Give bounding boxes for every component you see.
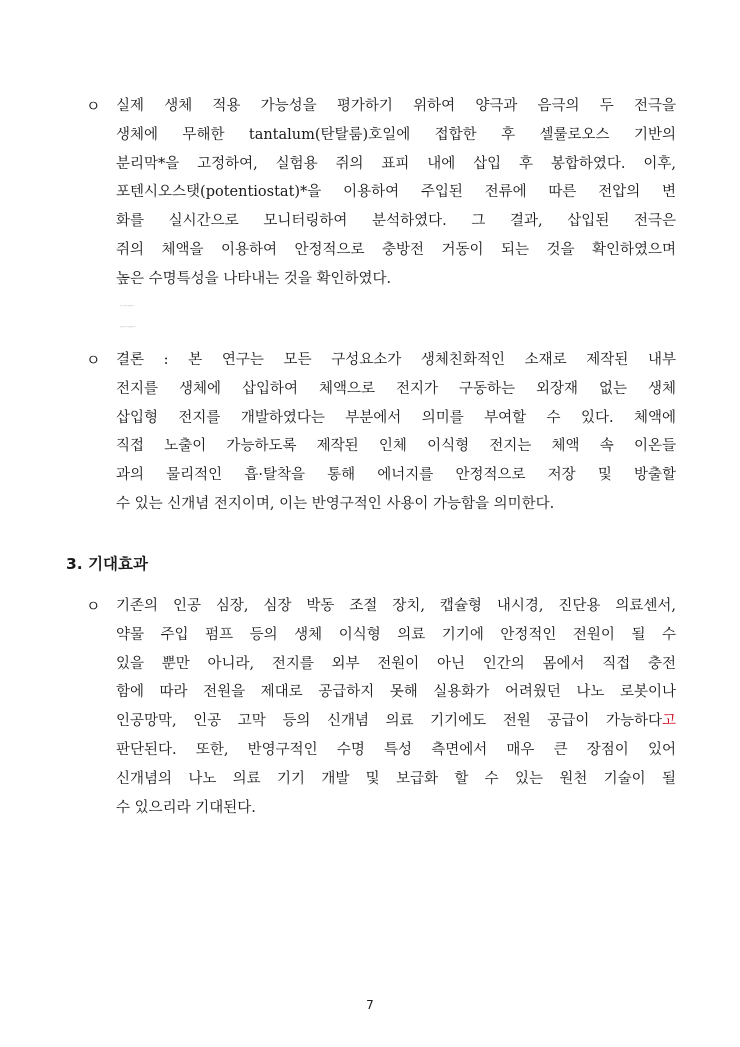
text-line: 과의 물리적인 흡·탈착을 통해 에너지를 안정적으로 저장 및 방출할: [116, 467, 676, 484]
section-heading: 3. 기대효과: [66, 555, 148, 573]
bullet-marker: ㅇ: [86, 351, 101, 369]
footnote-separator: [86, 296, 676, 317]
text-line: 직접 노출이 가능하도록 제작된 인체 이식형 전지는 체액 속 이온들: [116, 438, 676, 455]
text-segment: 인공망막, 인공 고막 등의 신개념 의료 기기에도 전원 공급이 가능하다: [116, 713, 662, 730]
text-line-with-red: [116, 707, 676, 736]
text-line: 높은 수명특성을 나타내는 것을 확인하였다.: [116, 270, 392, 287]
text-line: 수 있으리라 기대된다.: [116, 799, 256, 816]
text-line: 기존의 인공 심장, 심장 박동 조절 장치, 캡슐형 내시경, 진단용 의료센서,: [116, 598, 676, 614]
text-line: 포텐시오스탯(potentiostat)*을 이용하여 주입된 전류에 따른 전압의 변: [116, 184, 676, 201]
text-line: 생체에 무해한 tantalum(탄탈룸)호일에 접합한 후 셀룰로오스 기반의: [116, 126, 676, 143]
paragraph-expected-effects: [116, 592, 676, 822]
text-line: 판단된다. 또한, 반영구적인 수명 특성 측면에서 매우 큰 장점이 있어: [116, 741, 676, 758]
bullet-marker: ㅇ: [86, 97, 101, 115]
text-line: 함에 따라 전원을 제대로 공급하지 못해 실용화가 어려웠던 나노 로봇이나: [116, 684, 676, 701]
section-expected-effects: [86, 592, 676, 822]
text-line: 있을 뿐만 아니라, 전지를 외부 전원이 아닌 인간의 몸에서 직접 충전: [116, 655, 676, 672]
text-line: 약물 주입 펌프 등의 생체 이식형 의료 기기에 안정적인 전원이 될 수: [116, 626, 676, 643]
page-number: 7: [366, 998, 374, 1012]
footnote-potentiostat: [86, 317, 676, 338]
text-line: 결론 : 본 연구는 모든 구성요소가 생체친화적인 소재로 제작된 내부: [116, 352, 676, 368]
section-conclusion: [86, 346, 676, 519]
bullet-marker: ㅇ: [86, 597, 101, 615]
red-character: 고: [661, 713, 676, 730]
text-line: 분리막*을 고정하여, 실험용 쥐의 표피 내에 삽입 후 봉합하였다. 이후,: [116, 155, 676, 172]
paragraph-conclusion: [116, 346, 676, 519]
text-line: 화를 실시간으로 모니터링하여 분석하였다. 그 결과, 삽입된 전극은: [116, 213, 676, 230]
text-line: 쥐의 체액을 이용하여 안정적으로 충방전 거동이 되는 것을 확인하였으며: [116, 241, 676, 258]
text-line: 수 있는 신개념 전지이며, 이는 반영구적인 사용이 가능함을 의미한다.: [116, 495, 555, 512]
text-line: 삽입형 전지를 개발하였다는 부분에서 의미를 부여할 수 있다. 체액에: [116, 409, 676, 426]
section-experiment: [86, 92, 676, 338]
text-line: 신개념의 나노 의료 기기 개발 및 보급화 할 수 있는 원천 기술이 될: [116, 770, 676, 787]
paragraph-experiment: [116, 92, 676, 294]
text-line: 전지를 생체에 삽입하여 체액으로 전지가 구동하는 외장재 없는 생체: [116, 380, 676, 397]
text-line: 실제 생체 적용 가능성을 평가하기 위하여 양극과 음극의 두 전극을: [116, 98, 676, 114]
